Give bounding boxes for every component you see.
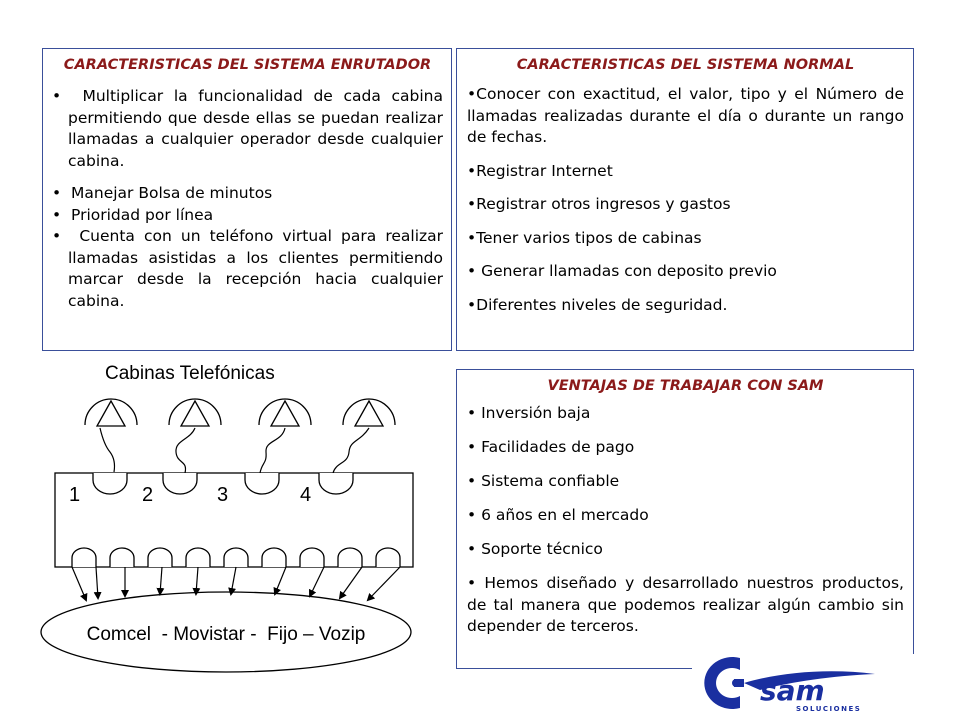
normal-title: CARACTERISTICAS DEL SISTEMA NORMAL [516, 57, 855, 73]
logo-subtext: SOLUCIONES [796, 705, 862, 713]
ventajas-title: VENTAJAS DE TRABAJAR CON SAM [547, 378, 824, 394]
arrow [310, 567, 324, 596]
arrow [96, 567, 98, 598]
enrutador-list [52, 86, 443, 312]
list-item: • Manejar Bolsa de minutos [52, 184, 273, 202]
list-item: •Diferentes niveles de seguridad. [467, 295, 728, 314]
list-item: •Registrar otros ingresos y gastos [467, 195, 731, 213]
list-item: • Sistema confiable [467, 472, 620, 490]
list-item: • Multiplicar la funcionalidad de cada cabina permitiendo que desde ellas se puedan realizar llamadas a cualquier operador desde cualquier cabina. [52, 87, 443, 170]
arrow [160, 567, 162, 594]
cable [333, 428, 369, 473]
arrow [368, 567, 400, 600]
list-item: • 6 años en el mercado [467, 506, 649, 524]
line-jack [262, 548, 286, 567]
list-item: • Inversión baja [467, 404, 591, 422]
port-label: 2 [142, 484, 154, 506]
arrow [72, 567, 86, 600]
list-item: • Facilidades de pago [467, 438, 635, 456]
normal-list [467, 84, 904, 316]
phone-icon [97, 401, 125, 426]
port-label: 4 [300, 484, 312, 506]
line-jack [376, 548, 400, 567]
list-item: • Generar llamadas con deposito previo [467, 262, 777, 280]
arrow [196, 567, 198, 594]
enrutador-title: CARACTERISTICAS DEL SISTEMA ENRUTADOR [63, 57, 432, 73]
line-jack [110, 548, 134, 567]
normal-panel [456, 48, 914, 351]
port-label: 1 [69, 484, 81, 506]
cable [176, 428, 195, 473]
logo-text: sam [760, 674, 825, 707]
line-jack [300, 548, 324, 567]
line-jack [224, 548, 248, 567]
ventajas-list [467, 403, 904, 638]
cable [260, 428, 285, 473]
arrow [340, 567, 362, 598]
line-jack [338, 548, 362, 567]
phone-icon [181, 401, 209, 426]
port-label: 3 [217, 484, 229, 506]
phone-icon [271, 401, 299, 426]
diagram-title: Cabinas Telefónicas [105, 363, 275, 384]
arrow [275, 567, 286, 594]
list-item: •Tener varios tipos de cabinas [467, 228, 702, 247]
ventajas-panel [456, 369, 914, 669]
list-item: • Soporte técnico [467, 540, 603, 558]
list-item: •Registrar Internet [467, 161, 613, 180]
line-jack [148, 548, 172, 567]
cabinas-diagram [0, 350, 456, 680]
enrutador-panel [42, 48, 452, 351]
line-jack [186, 548, 210, 567]
arrow [231, 567, 236, 594]
phone-icon [355, 401, 383, 426]
operators-label: Comcel - Movistar - Fijo – Vozip [86, 624, 366, 645]
list-item: • Prioridad por línea [52, 205, 214, 224]
cable [100, 428, 115, 472]
list-item: • Cuenta con un teléfono virtual para realizar llamadas asistidas a los clientes permitiendo marcar desde la recepción hacia cualquier cabina. [52, 227, 444, 310]
list-item: •Conocer con exactitud, el valor, tipo y el Número de llamadas realizadas durante el día o durante un rango de fechas. [467, 85, 904, 146]
list-item: • Hemos diseñado y desarrollado nuestros productos, de tal manera que podemos realizar algún cambio sin depender de terceros. [467, 574, 904, 635]
line-jack [72, 548, 96, 567]
sam-logo [700, 650, 890, 714]
